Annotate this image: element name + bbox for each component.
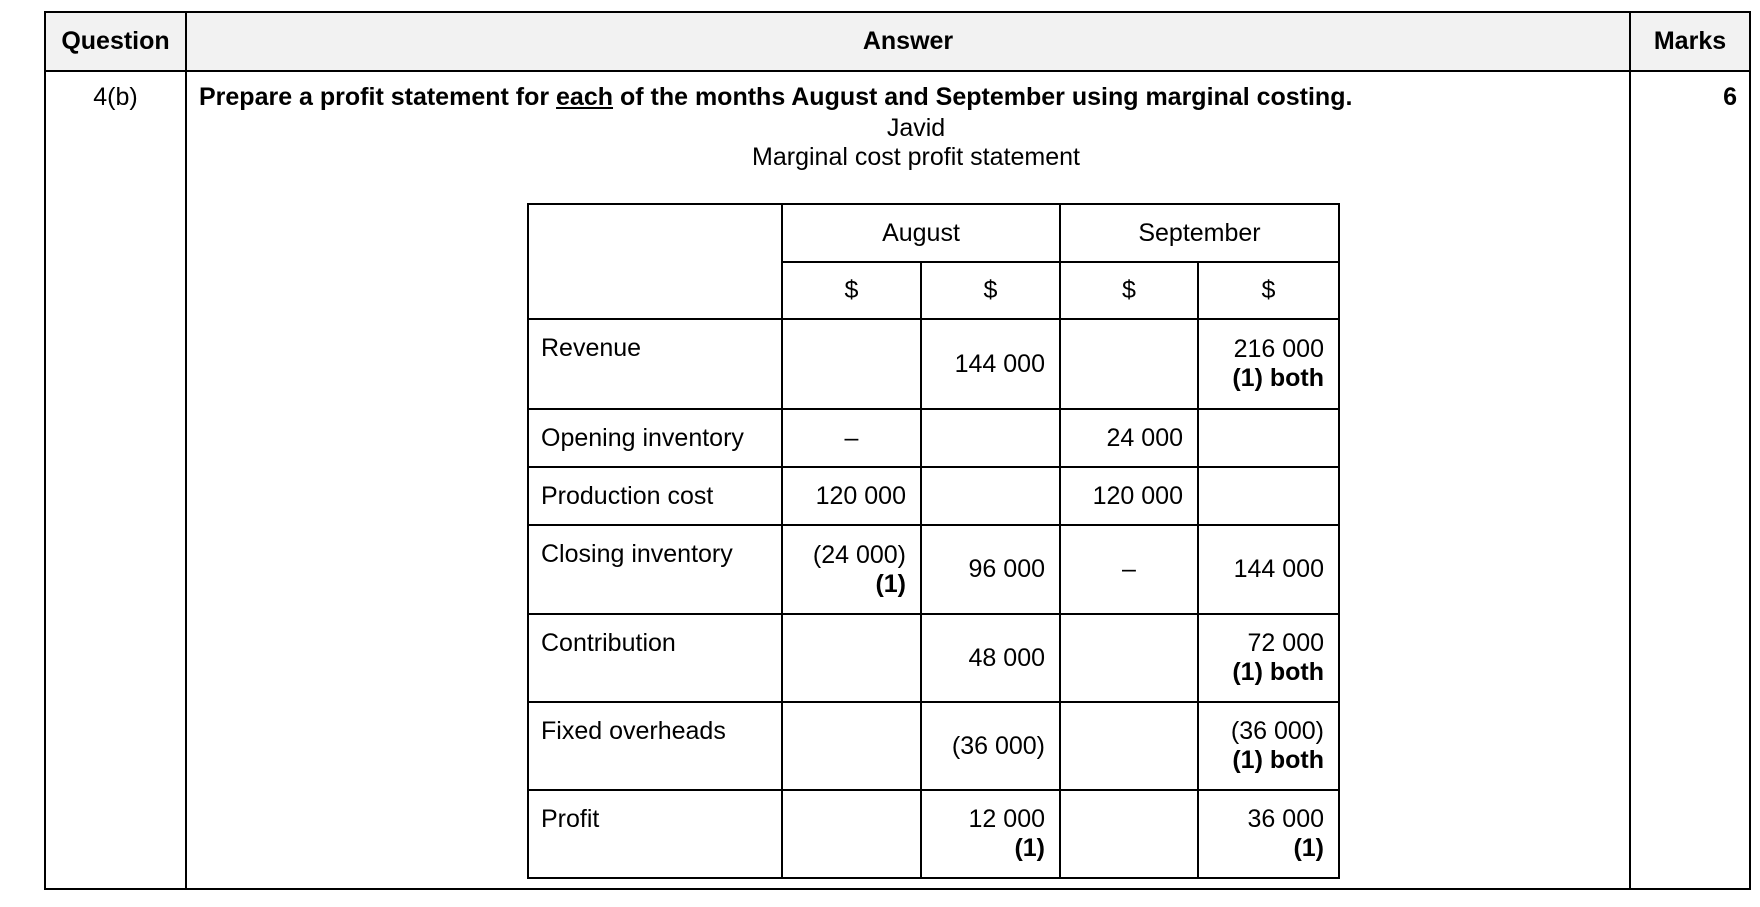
aug-total: 48 000 [921, 614, 1060, 702]
sep-total-cell [1198, 614, 1339, 702]
header-question: Question [61, 27, 170, 55]
table-row [528, 614, 1339, 702]
question-number: 4(b) [93, 83, 138, 111]
aug-detail: 120 000 [782, 467, 921, 525]
aug-detail: (24 000) [812, 540, 906, 569]
sep-total-cell [1198, 702, 1339, 790]
table-row [528, 467, 1339, 525]
mark-allocation: (1) [875, 569, 906, 598]
sep-detail [1060, 702, 1198, 790]
prompt-text-before: Prepare a profit statement for [199, 83, 557, 111]
marks-value: 6 [1723, 83, 1737, 111]
mark-allocation: (1) both [1232, 746, 1324, 774]
aug-detail [782, 614, 921, 702]
row-label: Closing inventory [528, 525, 782, 614]
sep-total [1198, 467, 1339, 525]
currency-cell: $ [1198, 262, 1339, 319]
sep-total: 72 000 [1247, 629, 1324, 657]
row-label: Fixed overheads [528, 702, 782, 790]
aug-total: 144 000 [921, 319, 1060, 409]
prompt-underlined-word: each [556, 83, 614, 111]
question-prompt [199, 83, 1352, 112]
aug-detail [782, 702, 921, 790]
blank-header-cell [528, 204, 782, 319]
sep-total [1198, 409, 1339, 467]
sep-detail [1060, 614, 1198, 702]
row-label: Opening inventory [528, 409, 782, 467]
month-header-august: August [782, 204, 1060, 262]
table-row [528, 702, 1339, 790]
profit-statement-table [527, 203, 1340, 879]
currency-cell: $ [921, 262, 1060, 319]
month-header-september: September [1060, 204, 1339, 262]
mark-allocation: (1) [1014, 834, 1045, 862]
aug-detail: – [782, 409, 921, 467]
mark-allocation: (1) [1293, 834, 1324, 862]
header-answer: Answer [862, 27, 954, 55]
sep-detail: 24 000 [1060, 409, 1198, 467]
table-row [528, 790, 1339, 878]
aug-total: 12 000 [968, 805, 1045, 833]
aug-total [921, 467, 1060, 525]
aug-detail [782, 319, 921, 409]
sep-total: 144 000 [1198, 525, 1339, 614]
mark-allocation: (1) both [1232, 364, 1324, 392]
sep-detail [1060, 319, 1198, 409]
month-header-row [528, 204, 1339, 262]
row-label: Profit [528, 790, 782, 878]
sep-total: 216 000 [1233, 335, 1324, 363]
aug-detail-cell [782, 525, 921, 614]
header-marks: Marks [1653, 27, 1727, 55]
aug-total [921, 409, 1060, 467]
aug-detail [782, 790, 921, 878]
sep-detail: – [1060, 525, 1198, 614]
row-label: Revenue [528, 319, 782, 409]
sep-total: 36 000 [1247, 805, 1324, 833]
sep-detail: 120 000 [1060, 467, 1198, 525]
row-label: Contribution [528, 614, 782, 702]
currency-cell: $ [782, 262, 921, 319]
business-name: Javid [886, 114, 946, 142]
mark-allocation: (1) both [1232, 658, 1324, 686]
prompt-text-after: of the months August and September using marginal costing. [613, 83, 1353, 111]
sep-total-cell [1198, 790, 1339, 878]
header-divider [46, 70, 1749, 72]
table-row [528, 319, 1339, 409]
table-row [528, 409, 1339, 467]
row-label: Production cost [528, 467, 782, 525]
sep-total-cell [1198, 319, 1339, 409]
currency-cell: $ [1060, 262, 1198, 319]
table-row [528, 525, 1339, 614]
sep-detail [1060, 790, 1198, 878]
aug-total-cell [921, 790, 1060, 878]
statement-title: Marginal cost profit statement [752, 143, 1080, 171]
aug-total: 96 000 [921, 525, 1060, 614]
sep-total: (36 000) [1230, 717, 1324, 745]
aug-total: (36 000) [921, 702, 1060, 790]
